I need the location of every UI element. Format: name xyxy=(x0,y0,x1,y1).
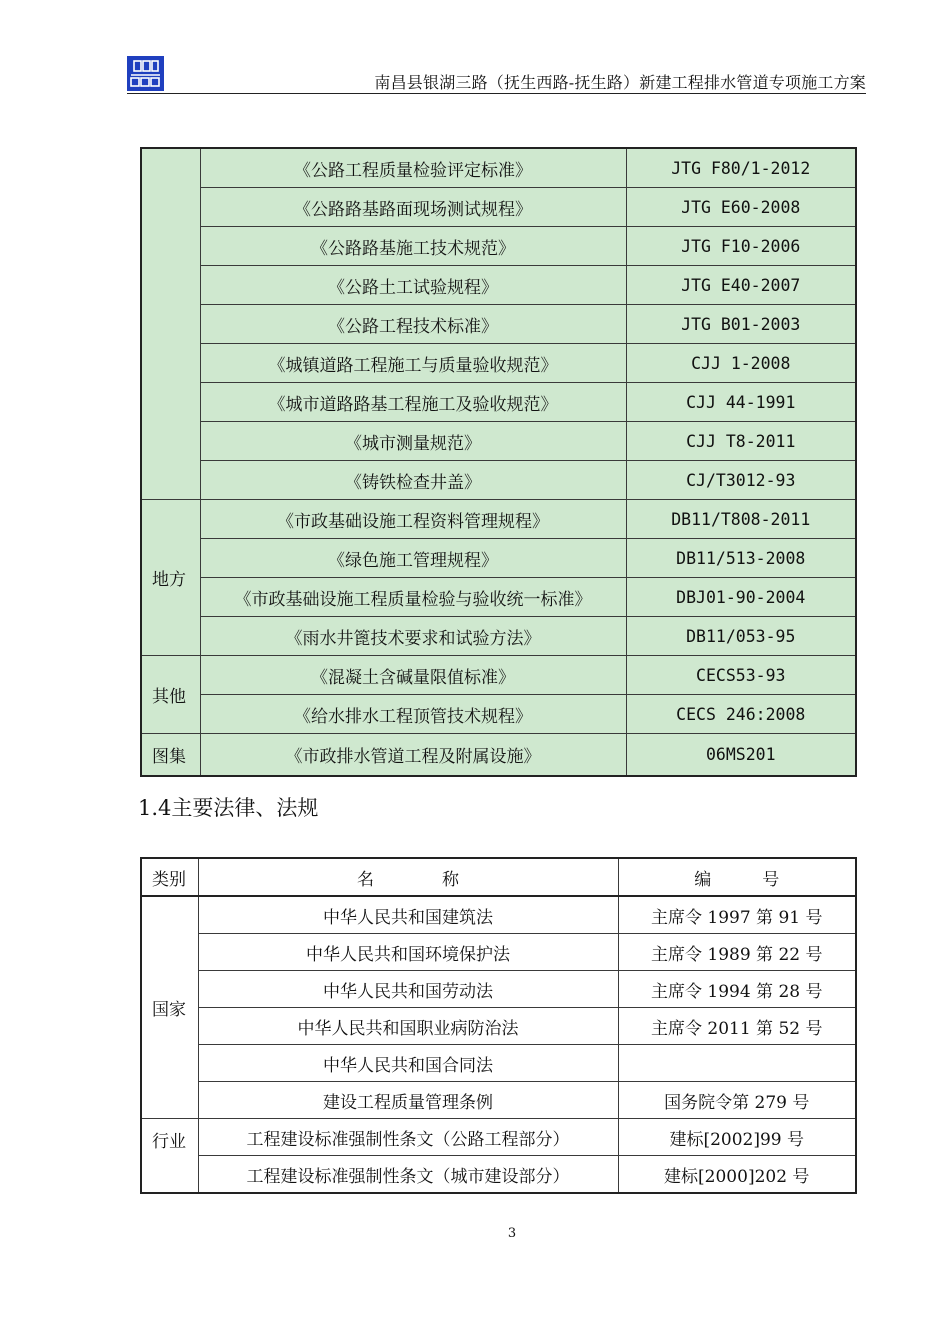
standard-code: DB11/513-2008 xyxy=(626,539,856,578)
category-cell-local: 地方 xyxy=(141,500,200,656)
law-number: 主席令 1989 第 22 号 xyxy=(618,934,856,971)
table-row xyxy=(141,896,856,934)
table-row xyxy=(141,500,856,539)
law-number: 国务院令第 279 号 xyxy=(618,1082,856,1119)
header-title: 南昌县银湖三路（抚生西路-抚生路）新建工程排水管道专项施工方案 xyxy=(374,73,866,92)
table-row xyxy=(141,1045,856,1082)
standard-name: 《公路路基施工技术规范》 xyxy=(200,227,626,266)
standard-name: 《雨水井篦技术要求和试验方法》 xyxy=(200,617,626,656)
standard-code: 06MS201 xyxy=(626,734,856,777)
standard-code: CECS53-93 xyxy=(626,656,856,695)
table-row xyxy=(141,344,856,383)
header-number: 编 号 xyxy=(618,858,856,896)
table-row xyxy=(141,695,856,734)
standard-code: CJJ 44-1991 xyxy=(626,383,856,422)
table-row xyxy=(141,1082,856,1119)
category-cell-industry: 行业 xyxy=(141,1119,198,1194)
page-number: 3 xyxy=(507,1226,517,1241)
standard-name: 《铸铁检查井盖》 xyxy=(200,461,626,500)
standard-name: 《市政基础设施工程资料管理规程》 xyxy=(200,500,626,539)
law-name: 中华人民共和国职业病防治法 xyxy=(198,1008,618,1045)
standard-code: JTG E40-2007 xyxy=(626,266,856,305)
category-cell-atlas: 图集 xyxy=(141,734,200,777)
standard-name: 《公路工程技术标准》 xyxy=(200,305,626,344)
law-name: 中华人民共和国劳动法 xyxy=(198,971,618,1008)
law-number: 主席令 2011 第 52 号 xyxy=(618,1008,856,1045)
standard-code: CJ/T3012-93 xyxy=(626,461,856,500)
law-name: 建设工程质量管理条例 xyxy=(198,1082,618,1119)
standard-code: JTG F80/1-2012 xyxy=(626,148,856,188)
standard-name: 《公路土工试验规程》 xyxy=(200,266,626,305)
table-row xyxy=(141,461,856,500)
table-row xyxy=(141,305,856,344)
table-row xyxy=(141,539,856,578)
section-heading: 1.4主要法律、法规 xyxy=(138,796,319,820)
table-row xyxy=(141,578,856,617)
table-row xyxy=(141,1008,856,1045)
law-name: 工程建设标准强制性条文（公路工程部分） xyxy=(198,1119,618,1156)
standards-table xyxy=(140,147,857,777)
standard-name: 《市政基础设施工程质量检验与验收统一标准》 xyxy=(200,578,626,617)
law-name: 工程建设标准强制性条文（城市建设部分） xyxy=(198,1156,618,1194)
table-row xyxy=(141,734,856,777)
header-category: 类别 xyxy=(141,858,198,896)
law-number: 建标[2002]99 号 xyxy=(618,1119,856,1156)
table-row xyxy=(141,617,856,656)
standard-code: JTG E60-2008 xyxy=(626,188,856,227)
table-row xyxy=(141,188,856,227)
standard-name: 《绿色施工管理规程》 xyxy=(200,539,626,578)
header-name: 名 称 xyxy=(198,858,618,896)
law-name: 中华人民共和国合同法 xyxy=(198,1045,618,1082)
standard-name: 《公路工程质量检验评定标准》 xyxy=(200,148,626,188)
table-row xyxy=(141,656,856,695)
standard-name: 《给水排水工程顶管技术规程》 xyxy=(200,695,626,734)
law-number: 主席令 1997 第 91 号 xyxy=(618,896,856,934)
table-header-row xyxy=(141,858,856,896)
law-number xyxy=(618,1045,856,1082)
table-row xyxy=(141,971,856,1008)
standard-code: JTG F10-2006 xyxy=(626,227,856,266)
standard-code: CJJ 1-2008 xyxy=(626,344,856,383)
laws-table xyxy=(140,857,857,1194)
category-cell-national: 国家 xyxy=(141,896,198,1119)
standard-code: JTG B01-2003 xyxy=(626,305,856,344)
company-logo xyxy=(127,56,164,91)
table-row xyxy=(141,934,856,971)
law-name: 中华人民共和国建筑法 xyxy=(198,896,618,934)
standard-code: CECS 246:2008 xyxy=(626,695,856,734)
standard-code: CJJ T8-2011 xyxy=(626,422,856,461)
table-row xyxy=(141,1156,856,1194)
law-name: 中华人民共和国环境保护法 xyxy=(198,934,618,971)
table-row xyxy=(141,1119,856,1156)
table-row xyxy=(141,227,856,266)
standard-name: 《城市道路路基工程施工及验收规范》 xyxy=(200,383,626,422)
category-cell-blank xyxy=(141,148,200,500)
law-number: 主席令 1994 第 28 号 xyxy=(618,971,856,1008)
table-row xyxy=(141,148,856,188)
standard-name: 《混凝土含碱量限值标准》 xyxy=(200,656,626,695)
standard-name: 《公路路基路面现场测试规程》 xyxy=(200,188,626,227)
law-number: 建标[2000]202 号 xyxy=(618,1156,856,1194)
standard-name: 《城市测量规范》 xyxy=(200,422,626,461)
category-cell-other: 其他 xyxy=(141,656,200,734)
table-row xyxy=(141,422,856,461)
standard-code: DBJ01-90-2004 xyxy=(626,578,856,617)
table-row xyxy=(141,383,856,422)
table-row xyxy=(141,266,856,305)
standard-name: 《城镇道路工程施工与质量验收规范》 xyxy=(200,344,626,383)
header-divider xyxy=(127,93,866,94)
standard-name: 《市政排水管道工程及附属设施》 xyxy=(200,734,626,777)
standard-code: DB11/T808-2011 xyxy=(626,500,856,539)
standard-code: DB11/053-95 xyxy=(626,617,856,656)
